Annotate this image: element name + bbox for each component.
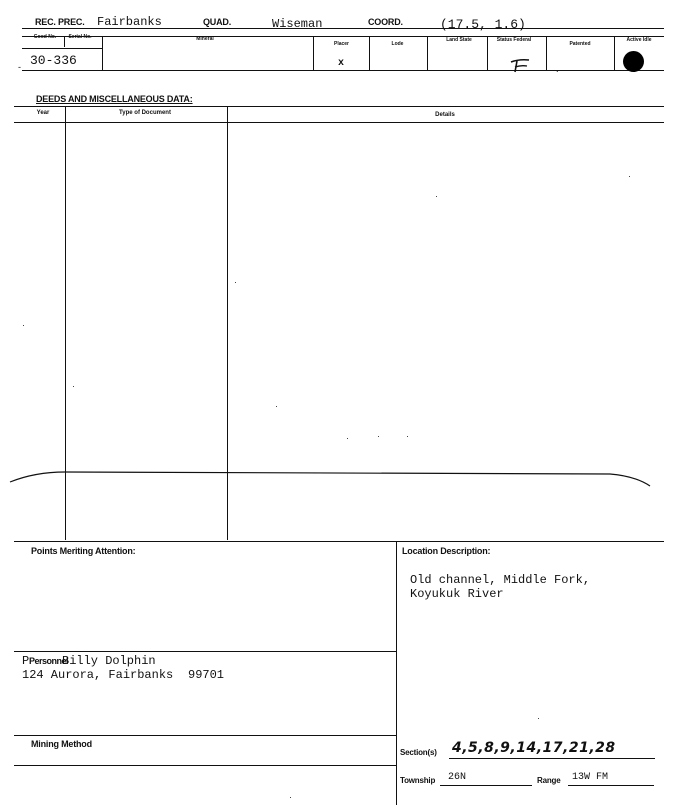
range-label: Range bbox=[537, 776, 561, 785]
fold-line bbox=[0, 462, 678, 492]
header-divider bbox=[64, 36, 65, 47]
header-divider bbox=[487, 36, 488, 70]
deeds-title: DEEDS AND MISCELLANEOUS DATA: bbox=[36, 94, 193, 104]
header-divider bbox=[369, 36, 370, 70]
header-divider bbox=[546, 36, 547, 70]
township-underline bbox=[440, 785, 532, 786]
bottom-center-divider bbox=[396, 541, 397, 805]
col-mineral: Mineral bbox=[196, 36, 214, 42]
col-status-federal: Status Federal bbox=[496, 37, 532, 43]
mining-rule-top bbox=[14, 735, 396, 736]
federal-status-check-mark bbox=[505, 56, 535, 74]
speck bbox=[235, 282, 236, 283]
range-value: 13W FM bbox=[572, 772, 609, 783]
speck bbox=[629, 176, 630, 177]
header-rule-top bbox=[22, 28, 664, 29]
section-underline bbox=[449, 758, 655, 759]
speck bbox=[538, 718, 539, 719]
points-label: Points Meriting Attention: bbox=[31, 546, 136, 556]
bottom-rule-top bbox=[14, 541, 664, 542]
col-lode: Lode bbox=[391, 41, 404, 47]
section-value: 4,5,8,9,14,17,21,28 bbox=[452, 740, 616, 756]
deeds-col-details: Details bbox=[435, 112, 455, 118]
header-subrule bbox=[22, 48, 102, 49]
patented-tick: . bbox=[556, 64, 559, 74]
deeds-rule-top bbox=[14, 106, 664, 107]
speck bbox=[436, 196, 437, 197]
mining-rule-bottom bbox=[14, 765, 396, 766]
col-placer: Placer bbox=[333, 41, 349, 47]
rec-prec-label: REC. PREC. bbox=[35, 17, 85, 27]
col-patented: Patented bbox=[569, 41, 591, 47]
location-label: Location Description: bbox=[402, 546, 491, 556]
location-line-2: Koyukuk River bbox=[410, 587, 504, 601]
quad-value: Wiseman bbox=[272, 17, 323, 31]
owner-prefix: P bbox=[22, 654, 30, 668]
header-divider bbox=[427, 36, 428, 70]
quad-label: QUAD. bbox=[203, 17, 231, 27]
col-serial-no: Serial No. bbox=[68, 34, 92, 40]
speck bbox=[290, 797, 291, 798]
speck bbox=[23, 325, 24, 326]
deeds-col-type: Type of Document bbox=[119, 110, 171, 116]
township-value: 26N bbox=[448, 772, 467, 783]
good-no-value: 30-336 bbox=[30, 53, 77, 68]
header-rule-mid bbox=[22, 36, 664, 37]
header-divider bbox=[614, 36, 615, 70]
speck bbox=[378, 436, 379, 437]
speck bbox=[276, 406, 277, 407]
owner-zip: 99701 bbox=[188, 668, 225, 682]
active-status-dot bbox=[623, 51, 644, 72]
deeds-col-year: Year bbox=[36, 110, 50, 116]
col-land-state: Land State bbox=[446, 37, 472, 43]
rec-prec-value: Fairbanks bbox=[97, 15, 162, 29]
coord-label: COORD. bbox=[368, 17, 403, 27]
owner-overlay: Personnel bbox=[29, 656, 69, 666]
coord-value: (17.5, 1.6) bbox=[440, 17, 526, 32]
owner-name: Billy Dolphin bbox=[62, 654, 156, 668]
section-label: Section(s) bbox=[400, 748, 437, 757]
speck bbox=[347, 438, 348, 439]
owner-address: 124 Aurora, Fairbanks bbox=[22, 668, 174, 682]
margin-mark: - bbox=[18, 62, 21, 72]
range-underline bbox=[568, 785, 654, 786]
deeds-rule-header bbox=[14, 122, 664, 123]
header-divider bbox=[313, 36, 314, 70]
location-line-1: Old channel, Middle Fork, bbox=[410, 573, 591, 587]
speck bbox=[407, 436, 408, 437]
mining-method-label: Mining Method bbox=[31, 739, 92, 749]
col-active-idle: Active Idle bbox=[626, 37, 652, 43]
township-label: Township bbox=[400, 776, 436, 785]
points-rule bbox=[14, 651, 396, 652]
placer-mark: x bbox=[338, 58, 345, 69]
header-divider bbox=[102, 36, 103, 70]
header-rule-bottom bbox=[22, 70, 664, 71]
col-good-no: Good No. bbox=[33, 34, 57, 40]
speck bbox=[73, 386, 74, 387]
